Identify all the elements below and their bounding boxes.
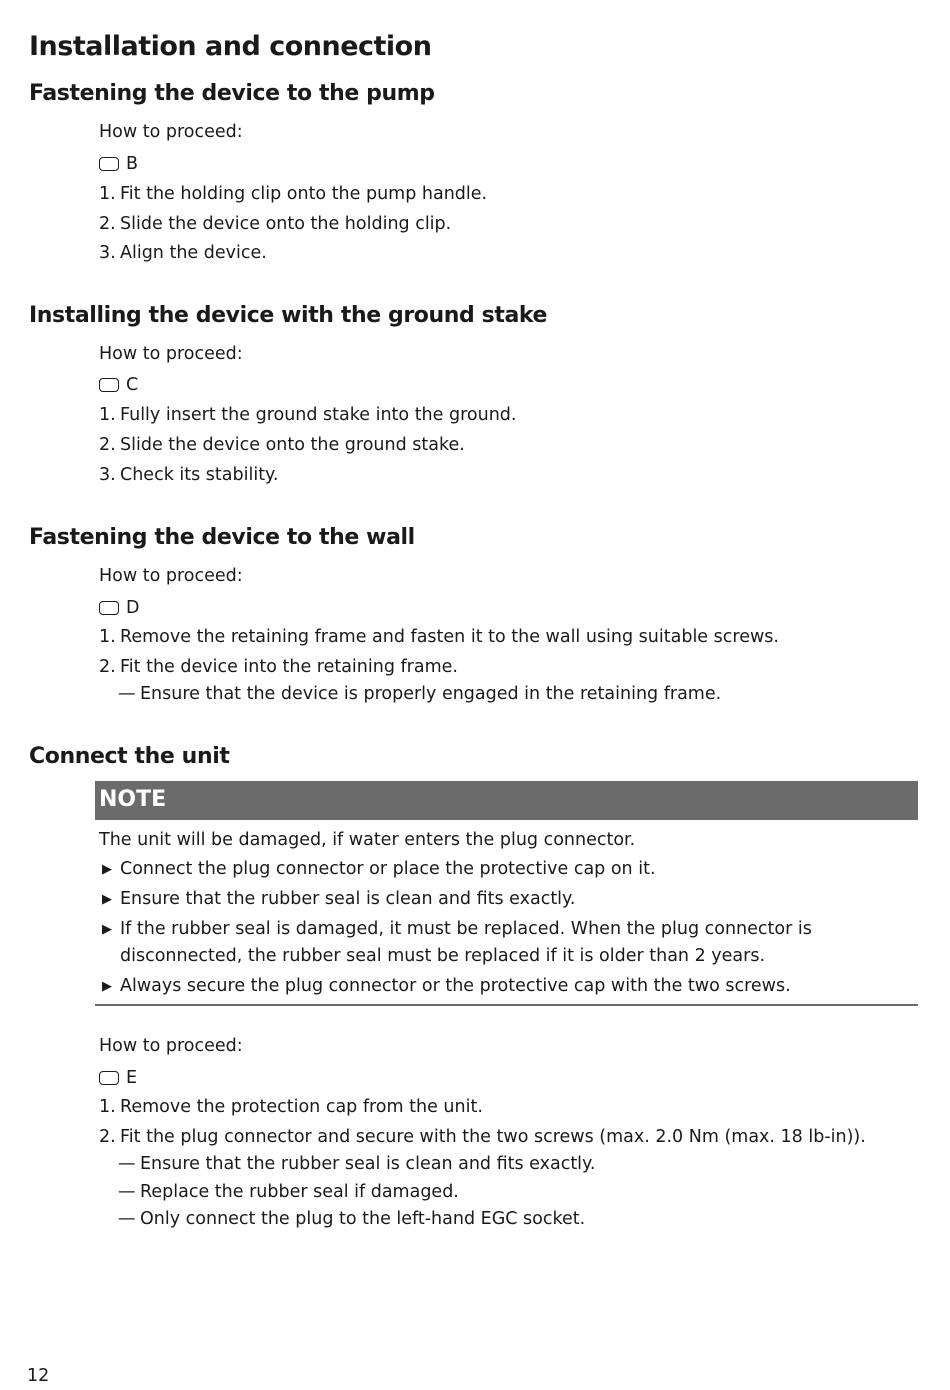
step-number: 2. <box>99 214 116 234</box>
sub-step-item <box>118 1152 595 1176</box>
step-text: Slide the device onto the ground stake. <box>120 435 465 455</box>
figure-icon <box>99 378 119 392</box>
section-heading-wall: Fastening the device to the wall <box>29 525 415 550</box>
step-text: Align the device. <box>120 243 267 263</box>
sub-step-text: Only connect the plug to the left-hand EGC socket. <box>140 1209 586 1229</box>
dash-marker: — <box>118 1209 136 1229</box>
how-to-proceed-pump: How to proceed: <box>99 122 243 142</box>
figure-reference-stake <box>99 373 138 397</box>
figure-reference-wall <box>99 596 139 620</box>
sub-step-item <box>118 682 721 706</box>
step-item <box>99 433 465 457</box>
step-item <box>99 212 451 236</box>
how-to-proceed-wall: How to proceed: <box>99 566 243 586</box>
figure-label: E <box>126 1068 138 1088</box>
note-bullet-text: Always secure the plug connector or the protective cap with the two screws. <box>120 976 791 996</box>
step-item <box>99 1095 483 1119</box>
step-item <box>99 463 278 487</box>
note-bottom-rule <box>95 1004 918 1006</box>
note-label: NOTE <box>99 787 167 812</box>
bullet-arrow-icon: ▶ <box>102 892 112 907</box>
step-text: Remove the protection cap from the unit. <box>120 1097 483 1117</box>
step-number: 3. <box>99 243 116 263</box>
step-number: 1. <box>99 627 116 647</box>
bullet-arrow-icon: ▶ <box>102 979 112 994</box>
note-bullet-text: If the rubber seal is damaged, it must be replaced. When the plug connector is disconnected, the rubber seal must be replaced if it is older than 2 years. <box>120 919 812 966</box>
sub-step-item <box>118 1207 585 1231</box>
step-number: 1. <box>99 184 116 204</box>
step-text: Fit the holding clip onto the pump handle. <box>120 184 488 204</box>
step-number: 1. <box>99 405 116 425</box>
step-text: Fully insert the ground stake into the ground. <box>120 405 517 425</box>
note-bullet-text: Ensure that the rubber seal is clean and fits exactly. <box>120 889 576 909</box>
how-to-proceed-connect: How to proceed: <box>99 1036 243 1056</box>
sub-step-item <box>118 1180 459 1204</box>
figure-label: B <box>126 154 139 174</box>
sub-step-text: Ensure that the device is properly engaged in the retaining frame. <box>140 684 722 704</box>
figure-label: D <box>126 598 140 618</box>
step-item <box>99 625 779 649</box>
how-to-proceed-stake: How to proceed: <box>99 344 243 364</box>
page-title: Installation and connection <box>29 31 432 62</box>
step-item <box>99 403 516 427</box>
dash-marker: — <box>118 1154 136 1174</box>
step-text: Fit the plug connector and secure with the two screws (max. 2.0 Nm (max. 18 lb-in)). <box>120 1127 866 1147</box>
section-heading-pump: Fastening the device to the pump <box>29 81 435 106</box>
sub-step-text: Ensure that the rubber seal is clean and fits exactly. <box>140 1154 596 1174</box>
step-number: 2. <box>99 435 116 455</box>
section-heading-connect: Connect the unit <box>29 744 230 769</box>
figure-icon <box>99 601 119 615</box>
figure-reference-pump <box>99 152 138 176</box>
note-intro: The unit will be damaged, if water enters the plug connector. <box>99 830 636 850</box>
figure-icon <box>99 1071 119 1085</box>
dash-marker: — <box>118 1182 136 1202</box>
sub-step-text: Replace the rubber seal if damaged. <box>140 1182 459 1202</box>
step-text: Remove the retaining frame and fasten it to the wall using suitable screws. <box>120 627 779 647</box>
step-number: 2. <box>99 657 116 677</box>
note-bullet-text: Connect the plug connector or place the protective cap on it. <box>120 859 656 879</box>
step-number: 2. <box>99 1127 116 1147</box>
figure-label: C <box>126 375 139 395</box>
figure-icon <box>99 157 119 171</box>
step-text: Slide the device onto the holding clip. <box>120 214 452 234</box>
page-number: 12 <box>27 1366 50 1386</box>
figure-reference-connect <box>99 1066 137 1090</box>
step-number: 1. <box>99 1097 116 1117</box>
step-text: Check its stability. <box>120 465 279 485</box>
step-item <box>99 241 267 265</box>
bullet-arrow-icon: ▶ <box>102 922 112 937</box>
section-heading-stake: Installing the device with the ground stake <box>29 303 548 328</box>
bullet-arrow-icon: ▶ <box>102 862 112 877</box>
dash-marker: — <box>118 684 136 704</box>
step-item <box>99 655 458 679</box>
note-header-bar <box>95 781 918 820</box>
step-number: 3. <box>99 465 116 485</box>
step-item <box>99 182 487 206</box>
step-text: Fit the device into the retaining frame. <box>120 657 458 677</box>
step-item <box>99 1125 866 1149</box>
